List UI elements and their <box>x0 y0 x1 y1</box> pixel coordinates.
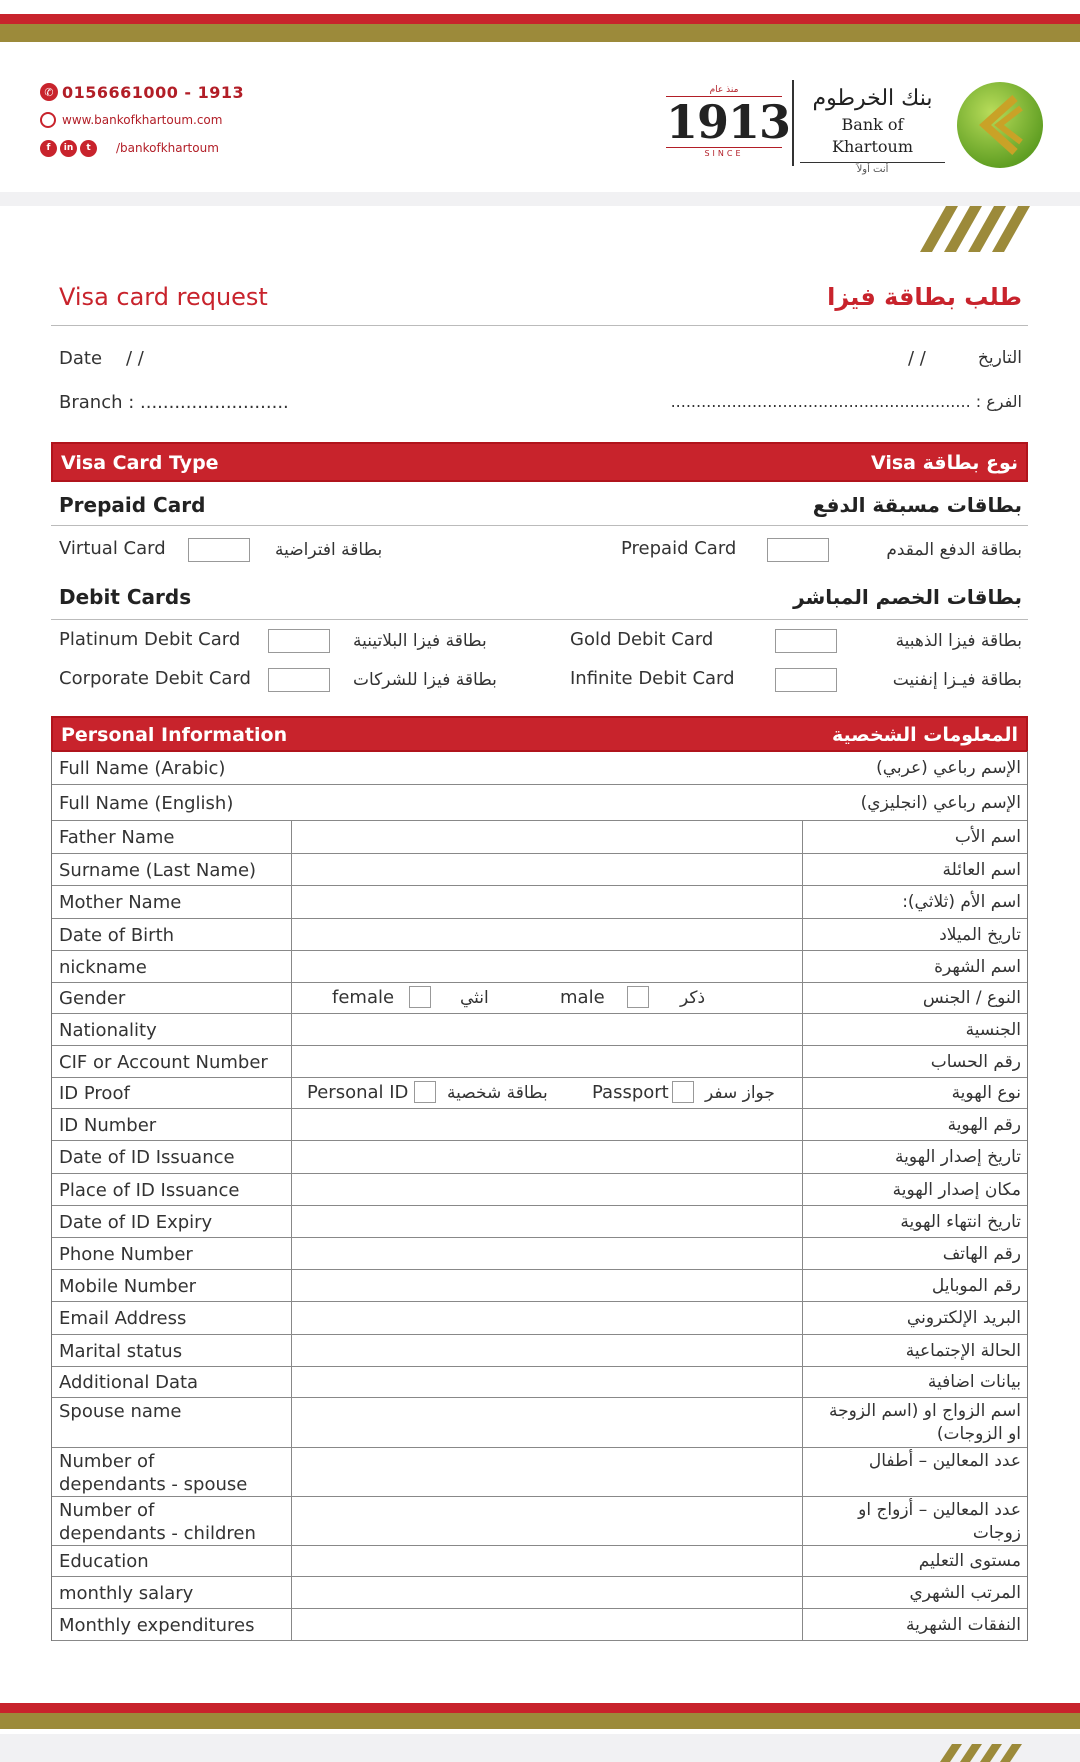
table-row <box>52 1206 1027 1238</box>
row-label-en: ID Proof <box>59 1083 130 1104</box>
table-row <box>52 1302 1027 1335</box>
table-row <box>52 1078 1027 1109</box>
row-label-en: Date of Birth <box>59 925 175 946</box>
date-field-ar[interactable]: / / <box>908 348 926 369</box>
row-label-en: Number of dependants - spouse <box>59 1451 248 1495</box>
row-label-en: Education <box>59 1551 149 1572</box>
branch-field-en[interactable]: Branch : .......................... <box>59 392 289 413</box>
id-personal-label-ar: بطاقة شخصية <box>447 1083 548 1103</box>
id-passport-label: Passport <box>592 1082 669 1103</box>
row-input-field[interactable] <box>291 1238 803 1269</box>
row-label-ar: مستوى التعليم <box>918 1551 1021 1571</box>
row-label-ar: اسم العائلة <box>942 860 1021 880</box>
row-label-ar: مكان إصدار الهوية <box>892 1180 1021 1200</box>
date-field-en[interactable]: / / <box>126 348 144 369</box>
table-row <box>52 1398 1027 1448</box>
table-row <box>52 1141 1027 1174</box>
gender-male-label-ar: ذكر <box>680 988 706 1008</box>
platinum-checkbox[interactable] <box>268 629 330 653</box>
row-label-ar: بيانات اضافية <box>927 1372 1021 1392</box>
date-label-ar: التاريخ <box>977 348 1022 368</box>
corporate-label-ar: بطاقة فيزا للشركات <box>353 670 497 690</box>
row-label-ar: تاريخ انتهاء الهوية <box>900 1212 1021 1232</box>
section-personal-info-en: Personal Information <box>61 724 288 746</box>
row-input-field[interactable] <box>291 1014 803 1045</box>
top-red-band <box>0 14 1080 24</box>
social-handle: /bankofkhartoum <box>116 141 219 155</box>
row-label-en: Father Name <box>59 827 175 848</box>
row-label-ar: اسم الزواج او (اسم الزوجة او الزوجات) <box>828 1401 1021 1444</box>
table-row <box>52 951 1027 983</box>
form-title-en: Visa card request <box>59 283 268 311</box>
section-personal-info-ar: المعلومات الشخصية <box>831 724 1018 746</box>
row-label-en: Marital status <box>59 1341 183 1362</box>
row-label-en: nickname <box>59 957 147 978</box>
table-row <box>52 983 1027 1014</box>
section-card-type-en: Visa Card Type <box>61 452 219 474</box>
row-input-field[interactable] <box>291 1078 803 1108</box>
since-en: SINCE <box>666 147 782 160</box>
id-passport-label-ar: جواز سفر <box>705 1083 775 1103</box>
row-label-en: Additional Data <box>59 1372 199 1393</box>
table-row <box>52 1546 1027 1577</box>
row-label-ar: الإسم رباعي (عربي) <box>876 758 1021 778</box>
founding-year: 1913 <box>666 95 791 149</box>
row-label-ar: النوع / الجنس <box>922 988 1021 1008</box>
row-input-field[interactable] <box>291 1497 803 1545</box>
row-label-en: Full Name (Arabic) <box>59 758 226 779</box>
row-label-ar: اسم الأب <box>954 827 1021 847</box>
table-row <box>52 785 1027 821</box>
row-label-en: CIF or Account Number <box>59 1052 268 1073</box>
debit-title-ar: بطاقات الخصم المباشر <box>793 585 1022 609</box>
row-input-field[interactable] <box>291 1046 803 1077</box>
bank-name-ar: بنك الخرطوم <box>812 86 933 111</box>
row-input-field[interactable] <box>291 854 803 885</box>
row-input-field[interactable] <box>291 919 803 950</box>
contact-info <box>40 78 244 162</box>
website-row <box>40 106 244 134</box>
row-label-ar: النفقات الشهرية <box>906 1615 1021 1635</box>
table-row <box>52 1497 1027 1546</box>
website-link[interactable]: www.bankofkhartoum.com <box>62 113 223 127</box>
virtual-card-checkbox[interactable] <box>188 538 250 562</box>
header-divider <box>792 80 794 166</box>
row-input-field[interactable] <box>291 1398 803 1447</box>
section-card-type-ar: نوع بطاقة Visa <box>870 452 1018 474</box>
row-label-ar: تاريخ إصدار الهوية <box>894 1147 1021 1167</box>
since-ar: منذ عام <box>666 84 782 97</box>
row-label-en: Mobile Number <box>59 1276 197 1297</box>
branch-field-ar[interactable]: الفرع : ........................................................... <box>670 392 1022 411</box>
debit-title-en: Debit Cards <box>59 585 192 609</box>
debit-divider <box>51 619 1028 620</box>
decorative-stripes <box>920 206 1035 252</box>
row-input-field[interactable] <box>291 1577 803 1608</box>
table-row <box>52 1448 1027 1497</box>
id-personal-checkbox[interactable] <box>414 1081 436 1103</box>
gold-label: Gold Debit Card <box>570 629 714 650</box>
virtual-card-label-ar: بطاقة افتراضية <box>275 540 383 560</box>
row-label-ar: اسم الأم (ثلاثي): <box>902 892 1021 912</box>
gender-male-checkbox[interactable] <box>627 986 649 1008</box>
date-label-en: Date <box>59 348 103 369</box>
row-label-ar: رقم الحساب <box>930 1052 1021 1072</box>
row-input-field[interactable] <box>291 1302 803 1334</box>
row-label-ar: عدد المعالين – أزواج او زوجات <box>858 1500 1021 1543</box>
facebook-icon[interactable]: f <box>40 140 57 157</box>
section-card-type <box>51 442 1028 482</box>
table-row <box>52 751 1027 785</box>
table-row <box>52 1174 1027 1206</box>
gender-female-label: female <box>332 987 395 1008</box>
table-row <box>52 1014 1027 1046</box>
twitter-icon[interactable]: t <box>80 140 97 157</box>
table-row <box>52 1109 1027 1141</box>
footer-band <box>0 1734 1080 1762</box>
row-input-field[interactable] <box>291 1109 803 1140</box>
prepaid-card-checkbox[interactable] <box>767 538 829 562</box>
row-label-ar: نوع الهوية <box>951 1083 1021 1103</box>
title-divider <box>51 325 1028 326</box>
gender-male-label: male <box>560 987 605 1008</box>
row-input-field[interactable] <box>291 1448 803 1496</box>
prepaid-title-en: Prepaid Card <box>59 493 206 517</box>
row-label-ar: البريد الإلكتروني <box>906 1308 1021 1328</box>
linkedin-icon[interactable]: in <box>60 140 77 157</box>
infinite-checkbox[interactable] <box>775 668 837 692</box>
table-row <box>52 1367 1027 1398</box>
table-row <box>52 1046 1027 1078</box>
bank-tagline: أنت أولاً <box>800 162 945 177</box>
infinite-label: Infinite Debit Card <box>570 668 735 689</box>
phone-icon: ✆ <box>40 83 58 101</box>
row-label-ar: رقم الهاتف <box>942 1244 1021 1264</box>
row-input-field[interactable] <box>291 1270 803 1301</box>
row-label-en: Phone Number <box>59 1244 193 1265</box>
bank-name-en: Bank of Khartoum <box>832 115 913 156</box>
since-1913-logo <box>666 84 791 160</box>
footer-stripes <box>940 1744 1030 1762</box>
row-input-field[interactable] <box>291 1609 803 1640</box>
gender-female-checkbox[interactable] <box>409 986 431 1008</box>
table-row <box>52 886 1027 919</box>
platinum-label: Platinum Debit Card <box>59 629 241 650</box>
table-row <box>52 854 1027 886</box>
row-label-ar: المرتب الشهري <box>909 1583 1021 1603</box>
infinite-label-ar: بطاقة فيـزا إنفنيت <box>892 670 1022 690</box>
bank-name <box>800 84 945 177</box>
row-label-en: Gender <box>59 988 126 1009</box>
row-label-ar: رقم الهوية <box>947 1115 1021 1135</box>
row-label-ar: عدد المعالين – أطفال <box>868 1451 1021 1471</box>
row-label-en: Mother Name <box>59 892 182 913</box>
row-label-en: Spouse name <box>59 1401 182 1422</box>
social-row <box>40 134 244 162</box>
row-label-ar: رقم الموبايل <box>931 1276 1021 1296</box>
table-row <box>52 821 1027 854</box>
prepaid-card-label-ar: بطاقة الدفع المقدم <box>886 540 1022 560</box>
id-passport-checkbox[interactable] <box>672 1081 694 1103</box>
header-bottom-band <box>0 192 1080 206</box>
corporate-checkbox[interactable] <box>268 668 330 692</box>
row-label-en: monthly salary <box>59 1583 194 1604</box>
gender-female-label-ar: انثي <box>460 988 489 1008</box>
row-input-field[interactable] <box>291 821 803 853</box>
bottom-gold-band <box>0 1713 1080 1729</box>
row-label-ar: الجنسية <box>965 1020 1021 1040</box>
row-input-field[interactable] <box>291 1335 803 1366</box>
gold-label-ar: بطاقة فيزا الذهبية <box>895 631 1022 651</box>
row-label-en: Monthly expenditures <box>59 1615 255 1636</box>
phone-number: 0156661000 - 1913 <box>62 82 245 102</box>
row-label-en: Full Name (English) <box>59 793 234 814</box>
gold-checkbox[interactable] <box>775 629 837 653</box>
row-label-en: Date of ID Issuance <box>59 1147 235 1168</box>
row-input-field[interactable] <box>291 1174 803 1205</box>
row-input-field[interactable] <box>291 951 803 982</box>
row-input-field[interactable] <box>291 983 803 1013</box>
row-label-en: Email Address <box>59 1308 187 1329</box>
prepaid-divider <box>51 525 1028 526</box>
row-input-field[interactable] <box>291 1141 803 1173</box>
table-row <box>52 919 1027 951</box>
row-label-ar: الإسم رباعي (انجليزي) <box>860 793 1021 813</box>
row-label-en: Date of ID Expiry <box>59 1212 213 1233</box>
bottom-red-band <box>0 1703 1080 1713</box>
globe-icon <box>40 112 56 128</box>
corporate-label: Corporate Debit Card <box>59 668 251 689</box>
row-label-ar: اسم الشهرة <box>934 957 1021 977</box>
section-personal-info <box>51 716 1028 752</box>
row-label-en: ID Number <box>59 1115 157 1136</box>
row-input-field[interactable] <box>291 1206 803 1237</box>
virtual-card-label: Virtual Card <box>59 538 166 559</box>
table-row <box>52 1335 1027 1367</box>
row-label-en: Surname (Last Name) <box>59 860 257 881</box>
top-gold-band <box>0 24 1080 42</box>
personal-info-table <box>51 751 1028 1641</box>
phone-row <box>40 78 244 106</box>
row-label-ar: الحالة الإجتماعية <box>905 1341 1021 1361</box>
row-input-field[interactable] <box>291 1546 803 1576</box>
bank-logo-icon <box>955 80 1045 170</box>
row-label-en: Nationality <box>59 1020 157 1041</box>
row-input-field[interactable] <box>291 886 803 918</box>
table-row <box>52 1577 1027 1609</box>
table-row <box>52 1609 1027 1641</box>
platinum-label-ar: بطاقة فيزا البلاتينية <box>353 631 487 651</box>
table-row <box>52 1238 1027 1270</box>
row-label-ar: تاريخ الميلاد <box>939 925 1021 945</box>
row-label-en: Place of ID Issuance <box>59 1180 240 1201</box>
id-personal-label: Personal ID <box>307 1082 409 1103</box>
form-title-ar: طلب بطاقة فيزا <box>827 283 1022 311</box>
row-input-field[interactable] <box>291 1367 803 1397</box>
prepaid-card-label: Prepaid Card <box>621 538 737 559</box>
row-label-en: Number of dependants - children <box>59 1500 256 1544</box>
prepaid-title-ar: بطاقات مسبقة الدفع <box>812 493 1022 517</box>
table-row <box>52 1270 1027 1302</box>
